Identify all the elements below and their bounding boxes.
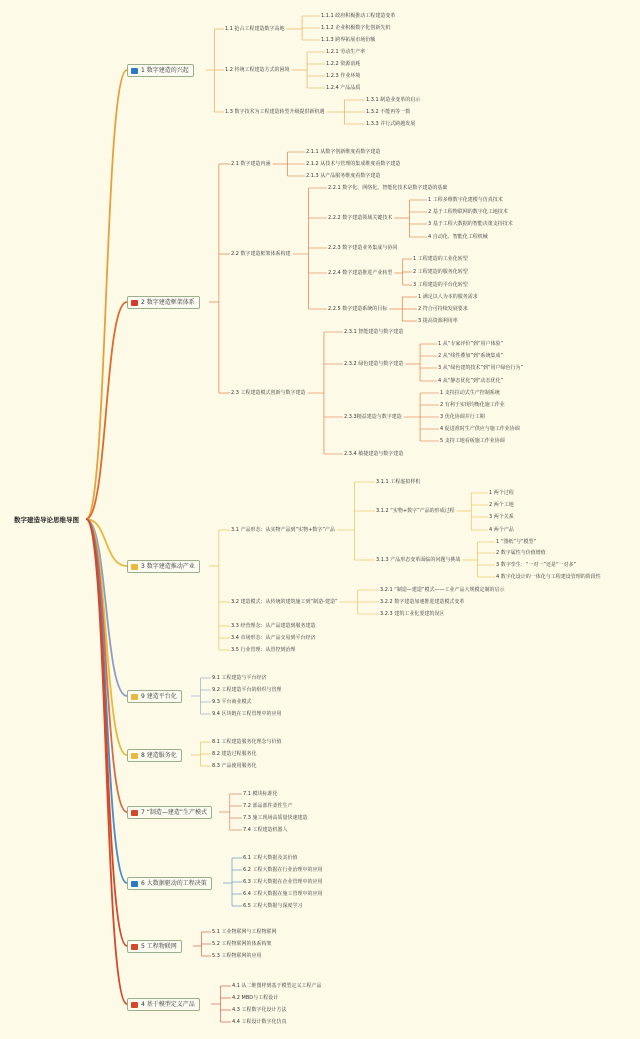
topic-level-1: 4.4 工程设计数字化仿真 [232, 1019, 287, 1025]
topic-level-1: 2.2 数字建造框架体系构建 [231, 251, 291, 257]
topic-level-3: 3 两个关系 [489, 514, 514, 520]
flag-blue-icon [131, 881, 138, 887]
topic-level-2: 3.2.3 建筑工业化要建筑误区 [380, 611, 445, 617]
topic-level-1: 4.1 从二维图样到基于模型定义工程产品 [232, 983, 322, 989]
topic-level-1: 4.3 工程数字化设计方法 [232, 1007, 287, 1013]
topic-level-1: 5.1 工业物联网与工程物联网 [212, 929, 277, 935]
flag-red-icon [131, 810, 138, 816]
topic-level-3: 4 两个产品 [489, 527, 514, 533]
branch-label: 8 建造服务化 [141, 752, 177, 759]
topic-level-1: 3.1 产品形态：从实物产品到“实物+数字”产品 [231, 527, 335, 533]
topic-level-3: 2 基于工程物联网的数字化工地技术 [428, 209, 508, 215]
topic-level-3: 2 数字属性与价值增值 [496, 550, 546, 556]
branch-7 [127, 877, 212, 890]
topic-level-1: 3.2 建造模式：从传统的建筑施工到“制造-建造” [231, 599, 338, 605]
topic-level-2: 1.2.3 作业环境 [326, 73, 361, 79]
branch-label: 3 数字建造推动产业 [141, 563, 195, 570]
branch-label: 9 建造平台化 [141, 693, 177, 700]
topic-level-1: 6.3 工程大数据在企业管理中的应用 [243, 879, 323, 885]
topic-level-1: 3.5 行业管理：从管控到治理 [231, 647, 296, 653]
connector-line [86, 302, 127, 519]
topic-level-1: 9.3 平台商业模式 [212, 699, 252, 705]
topic-level-3: 1 从“专家评价”到“用户体验” [438, 341, 504, 347]
topic-level-3: 4 促进准时生产供应与施工作业协调 [440, 426, 520, 432]
topic-level-1: 6.2 工程大数据在行业治理中的应用 [243, 867, 323, 873]
topic-level-3: 3 优化协调并行工期 [440, 414, 485, 420]
branch-9 [127, 998, 200, 1011]
topic-level-2: 3.2.1 “制造—建造”模式——工业产品大规模定制的启示 [380, 587, 505, 593]
branch-4 [127, 690, 182, 703]
topic-level-2: 3.1.2 “实物+数字”产品的形成过程 [376, 508, 455, 514]
topic-level-1: 1.2 传统工程建造方式的困境 [225, 67, 290, 73]
topic-level-2: 1.2.1 劳动生产率 [326, 49, 366, 55]
topic-level-3: 1 工程多维数字化建模与仿真技术 [428, 197, 503, 203]
topic-level-3: 2 两个工地 [489, 502, 514, 508]
branch-label: 5 工程物联网 [141, 943, 177, 950]
topic-level-1: 5.3 工程物联网的应用 [212, 953, 262, 959]
topic-level-1: 2.3 工程建造模式创新与数字建造 [231, 390, 306, 396]
topic-level-3: 5 支持工地看板施工作业协调 [440, 438, 505, 444]
topic-level-1: 9.4 区块链在工程管理中的应用 [212, 711, 282, 717]
topic-level-2: 2.2.4 数字建造推进产业转型 [328, 270, 393, 276]
topic-level-3: 2 符合可持续发展要求 [418, 306, 468, 312]
folder-icon [131, 694, 138, 700]
topic-level-2: 2.2.2 数字建造领域关键技术 [328, 215, 393, 221]
topic-level-2: 3.2.2 数字建造加速推进建造模式变革 [380, 599, 465, 605]
topic-level-1: 3.4 市场形态：从产品交易到平台经济 [231, 635, 316, 641]
branch-6 [127, 806, 212, 819]
topic-level-3: 4 数字化设计的一体化与工程建设管理的阶段性 [496, 574, 601, 580]
connector-line [86, 519, 127, 883]
topic-level-2: 2.3.4 敏捷建造与数字建造 [344, 451, 404, 457]
topic-level-2: 1.2.4 产品品质 [326, 85, 361, 91]
topic-level-3: 4 自动化、智能化工程机械 [428, 234, 488, 240]
topic-level-1: 8.3 产品使用服务化 [212, 763, 257, 769]
topic-level-2: 1.3.2 不能再等一数 [366, 109, 411, 115]
tools-icon [131, 300, 138, 306]
branch-8 [127, 940, 182, 953]
branch-label: 1 数字建造的兴起 [141, 67, 189, 74]
folder-icon [131, 753, 138, 759]
branch-label: 6 大数据驱动的工程决策 [141, 880, 207, 887]
branch-label: 2 数字建造框架体系 [141, 299, 195, 306]
topic-level-1: 9.2 工程建造平台的组织与管理 [212, 687, 282, 693]
topic-level-2: 2.1.1 从数字创新维度看数字建造 [306, 149, 381, 155]
branch-5 [127, 749, 182, 762]
topic-level-1: 2.1 数字建造内涵 [231, 161, 271, 167]
topic-level-1: 8.1 工程建造服务化理念与价值 [212, 739, 282, 745]
branch-1 [127, 64, 194, 77]
topic-level-3: 3 从“绿色建筑技术”到“用户绿色行为” [438, 365, 524, 371]
topic-level-2: 2.2.1 数字化、网络化、智能化技术是数字建造的基础 [328, 185, 448, 191]
topic-level-3: 3 数字孪生：“一对一”还是“一对多” [496, 562, 577, 568]
topic-level-1: 3.3 经营理念：从产品建造到服务建造 [231, 623, 316, 629]
topic-level-2: 1.3.3 并行式跨越发展 [366, 121, 416, 127]
topic-level-2: 3.1.3 产品形态变革面临的问题与挑战 [376, 557, 461, 563]
branch-2 [127, 296, 200, 309]
topic-level-3: 1 满足以人为本的服务需求 [418, 294, 478, 300]
topic-level-1: 8.2 建造过程服务化 [212, 751, 257, 757]
topic-level-3: 1 两个过程 [489, 490, 514, 496]
topic-level-1: 6.5 工程大数据与深度学习 [243, 903, 303, 909]
topic-level-2: 2.3.3精益建造与数字建造 [344, 414, 402, 420]
topic-level-1: 1.1 抢占工程建造数字高地 [225, 26, 285, 32]
topic-level-3: 1 工程建造的工业化转型 [413, 256, 468, 262]
topic-level-2: 2.3.2 绿色建造与数字建造 [344, 361, 404, 367]
flag-blue-icon [131, 68, 138, 74]
topic-level-2: 2.1.2 从技术与管理的集成维度看数字建造 [306, 161, 401, 167]
topic-level-3: 4 从“静态优化”到“动态优化” [438, 378, 504, 384]
topic-level-1: 7.2 部品部件柔性生产 [243, 803, 293, 809]
flag-red-icon [131, 1002, 138, 1008]
folder-icon [131, 564, 138, 570]
topic-level-2: 2.2.3 数字建造业务集成与协同 [328, 245, 398, 251]
topic-level-1: 4.2 MBD与工程设计 [232, 995, 279, 1001]
topic-level-3: 2 工程建造的服务化转型 [413, 269, 468, 275]
flag-red-icon [131, 944, 138, 950]
topic-level-1: 6.4 工程大数据在施工管理中的应用 [243, 891, 323, 897]
topic-level-2: 1.1.2 企业积极数字化创新先机 [321, 25, 391, 31]
topic-level-1: 6.1 工程大数据及其价值 [243, 855, 298, 861]
branch-label: 4 基于模型定义产品 [141, 1001, 195, 1008]
topic-level-2: 1.3.1 制造业变革的启示 [366, 97, 421, 103]
topic-level-1: 5.2 工程物联网的体系构架 [212, 941, 272, 947]
topic-level-1: 9.1 工程建造与平台经济 [212, 675, 267, 681]
topic-level-1: 1.3 数字技术为工程建造转型升级提供新机遇 [225, 109, 325, 115]
topic-level-2: 1.1.3 跨界拓展市场份额 [321, 37, 376, 43]
connector-line [86, 70, 127, 519]
connector-line [86, 519, 127, 946]
branch-3 [127, 560, 200, 573]
topic-level-3: 1 支持拉动式生产控制系统 [440, 390, 500, 396]
topic-level-3: 3 提高资源利用率 [418, 318, 458, 324]
topic-level-3: 1 “图纸”与“模型” [496, 539, 537, 545]
root-topic: 数字建造导论思维导图 [14, 516, 79, 524]
branch-label: 7 “制造—建造”生产模式 [141, 809, 207, 816]
topic-level-2: 2.2.5 数字建造系统的目标 [328, 306, 388, 312]
topic-level-3: 2 从“线性叠加”到“系统集成” [438, 353, 504, 359]
topic-level-2: 1.2.2 资源消耗 [326, 61, 361, 67]
topic-level-3: 2 有利于实现均衡化施工作业 [440, 402, 505, 408]
topic-level-1: 7.3 施工现场高质量快速建造 [243, 815, 308, 821]
topic-level-2: 3.1.1 工程虚拟样机 [376, 479, 421, 485]
topic-level-3: 3 基于工程大数据的智能决策支持技术 [428, 221, 513, 227]
topic-level-2: 2.1.3 从产品服务维度看数字建造 [306, 173, 381, 179]
topic-level-2: 2.3.1 智能建造与数字建造 [344, 329, 404, 335]
topic-level-1: 7.1 模块标准化 [243, 791, 278, 797]
topic-level-3: 3 工程建造的平台化转型 [413, 282, 468, 288]
topic-level-2: 1.1.1 政府积极推动工程建造变革 [321, 13, 396, 19]
topic-level-1: 7.4 工程建造机器人 [243, 827, 288, 833]
